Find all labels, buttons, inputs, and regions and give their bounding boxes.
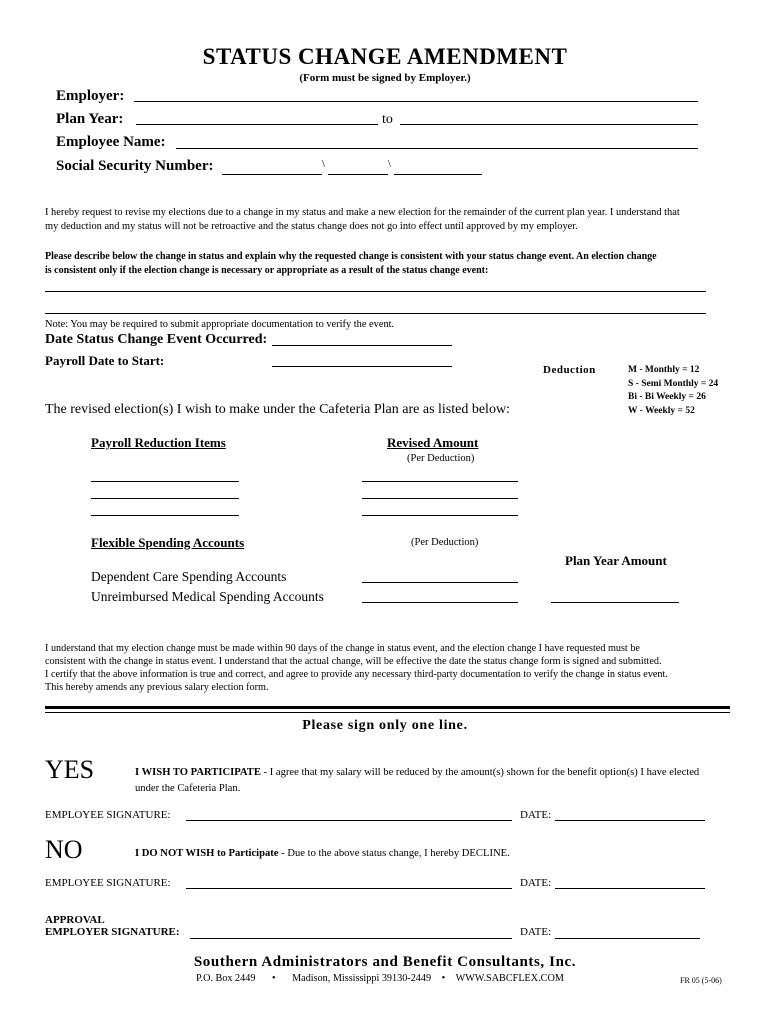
event-date-field[interactable] (272, 345, 452, 346)
website-link[interactable]: WWW.SABCFLEX.COM (455, 973, 564, 984)
revised-amount-header: Revised Amount (387, 435, 479, 450)
deduction-label: Deduction (543, 364, 596, 376)
date-label: DATE: (520, 877, 552, 889)
request-paragraph: I hereby request to revise my elections due to a change in my status and make a new election for the remainder of the current plan year. I understand that my deduction and my status will not be retroactive and the status change does not go into effect until approved by my employer. (45, 207, 680, 232)
date-label: DATE: (520, 809, 552, 821)
employer-date-field[interactable] (555, 938, 700, 939)
understand-paragraph: I understand that my election change must be made within 90 days of the change in status event, and the election change I have requested must be consistent with the change in status event. I understand that the actual change, will be effective the date the status change form is signed and submitted. I certify that the above information is true and correct, and agree to provide any necessary third-party documentation to verify the change in status event. This hereby amends any previous salary election form. (45, 643, 668, 693)
company-name: Southern Administrators and Benefit Consultants, Inc. (193, 954, 577, 970)
description-line-2[interactable] (45, 313, 706, 314)
employer-signature-field[interactable] (190, 938, 512, 939)
sign-instruction: Please sign only one line. (302, 718, 468, 733)
payroll-date-label: Payroll Date to Start: (45, 353, 165, 368)
event-date-label: Date Status Change Event Occurred: (45, 332, 268, 347)
ssn-part3-field[interactable] (394, 174, 482, 175)
reduction-item-field-1[interactable] (91, 481, 239, 482)
yes-date-field[interactable] (555, 820, 705, 821)
ssn-label: Social Security Number: (56, 158, 214, 174)
reduction-item-field-2[interactable] (91, 498, 239, 499)
reduction-item-field-3[interactable] (91, 515, 239, 516)
employee-signature-label: EMPLOYEE SIGNATURE: (45, 877, 171, 889)
deduction-frequency-list (628, 364, 718, 418)
ssn-part2-field[interactable] (328, 174, 388, 175)
plan-year-amount-header: Plan Year Amount (565, 553, 667, 568)
ssn-part1-field[interactable] (222, 174, 322, 175)
approval-label: APPROVAL EMPLOYER SIGNATURE: (45, 914, 180, 938)
yes-heading: YES (45, 755, 95, 784)
reduction-amount-field-1[interactable] (362, 481, 518, 482)
description-line-1[interactable] (45, 291, 706, 292)
fsa-per-deduction-label: (Per Deduction) (411, 537, 479, 548)
frequency-item: M - Monthly = 12 (628, 365, 700, 375)
medical-label: Unreimbursed Medical Spending Accounts (91, 589, 324, 604)
no-heading: NO (45, 835, 83, 864)
date-label: DATE: (520, 926, 552, 938)
dependent-care-label: Dependent Care Spending Accounts (91, 569, 287, 584)
describe-paragraph: Please describe below the change in status and explain why the requested change is consistent with your status change event. An election change is consistent only if the election change is necessary or appropriate as a result of the status change event: (45, 251, 657, 276)
payroll-reduction-header: Payroll Reduction Items (91, 435, 226, 450)
elections-intro: The revised election(s) I wish to make under the Cafeteria Plan are as listed below: (45, 402, 510, 417)
medical-plan-year-amount-field[interactable] (551, 602, 679, 603)
frequency-item: S - Semi Monthly = 24 (628, 378, 719, 389)
reduction-amount-field-2[interactable] (362, 498, 518, 499)
plan-year-label: Plan Year: (56, 111, 124, 127)
dependent-care-amount-field[interactable] (362, 582, 518, 583)
payroll-date-field[interactable] (272, 366, 452, 367)
ssn-separator: \ (322, 159, 325, 170)
per-deduction-label: (Per Deduction) (407, 453, 475, 464)
employee-name-label: Employee Name: (56, 134, 166, 150)
no-text: I DO NOT WISH to Participate - Due to the above status change, I hereby DECLINE. (135, 848, 510, 859)
yes-text: I WISH TO PARTICIPATE - I agree that my salary will be reduced by the amount(s) shown for the benefit option(s) I have elected under the Cafeteria Plan. (135, 767, 700, 794)
reduction-amount-field-3[interactable] (362, 515, 518, 516)
ssn-separator: \ (388, 159, 391, 170)
employee-signature-label: EMPLOYEE SIGNATURE: (45, 809, 171, 821)
form-code: FR 05 (5-06) (680, 976, 722, 985)
employer-field[interactable] (134, 101, 698, 102)
plan-year-end-field[interactable] (400, 124, 698, 125)
employee-name-field[interactable] (176, 148, 698, 149)
fsa-header: Flexible Spending Accounts (91, 535, 245, 550)
company-address: P.O. Box 2449 • Madison, Mississippi 39130-2449 • WWW.SABCFLEX.COM (196, 973, 564, 984)
plan-year-to-label: to (382, 112, 393, 127)
no-date-field[interactable] (555, 888, 705, 889)
no-employee-signature-field[interactable] (186, 888, 512, 889)
yes-employee-signature-field[interactable] (186, 820, 512, 821)
form-subtitle: (Form must be signed by Employer.) (299, 72, 471, 84)
section-divider (45, 706, 730, 709)
frequency-item: Bi - Bi Weekly = 26 (628, 392, 706, 403)
frequency-item: W - Weekly = 52 (628, 405, 695, 416)
medical-amount-field[interactable] (362, 602, 518, 603)
employer-label: Employer: (56, 88, 125, 104)
section-divider (45, 712, 730, 713)
form-title: STATUS CHANGE AMENDMENT (202, 44, 568, 69)
plan-year-start-field[interactable] (136, 124, 378, 125)
note-text: Note: You may be required to submit appropriate documentation to verify the event. (45, 319, 395, 330)
